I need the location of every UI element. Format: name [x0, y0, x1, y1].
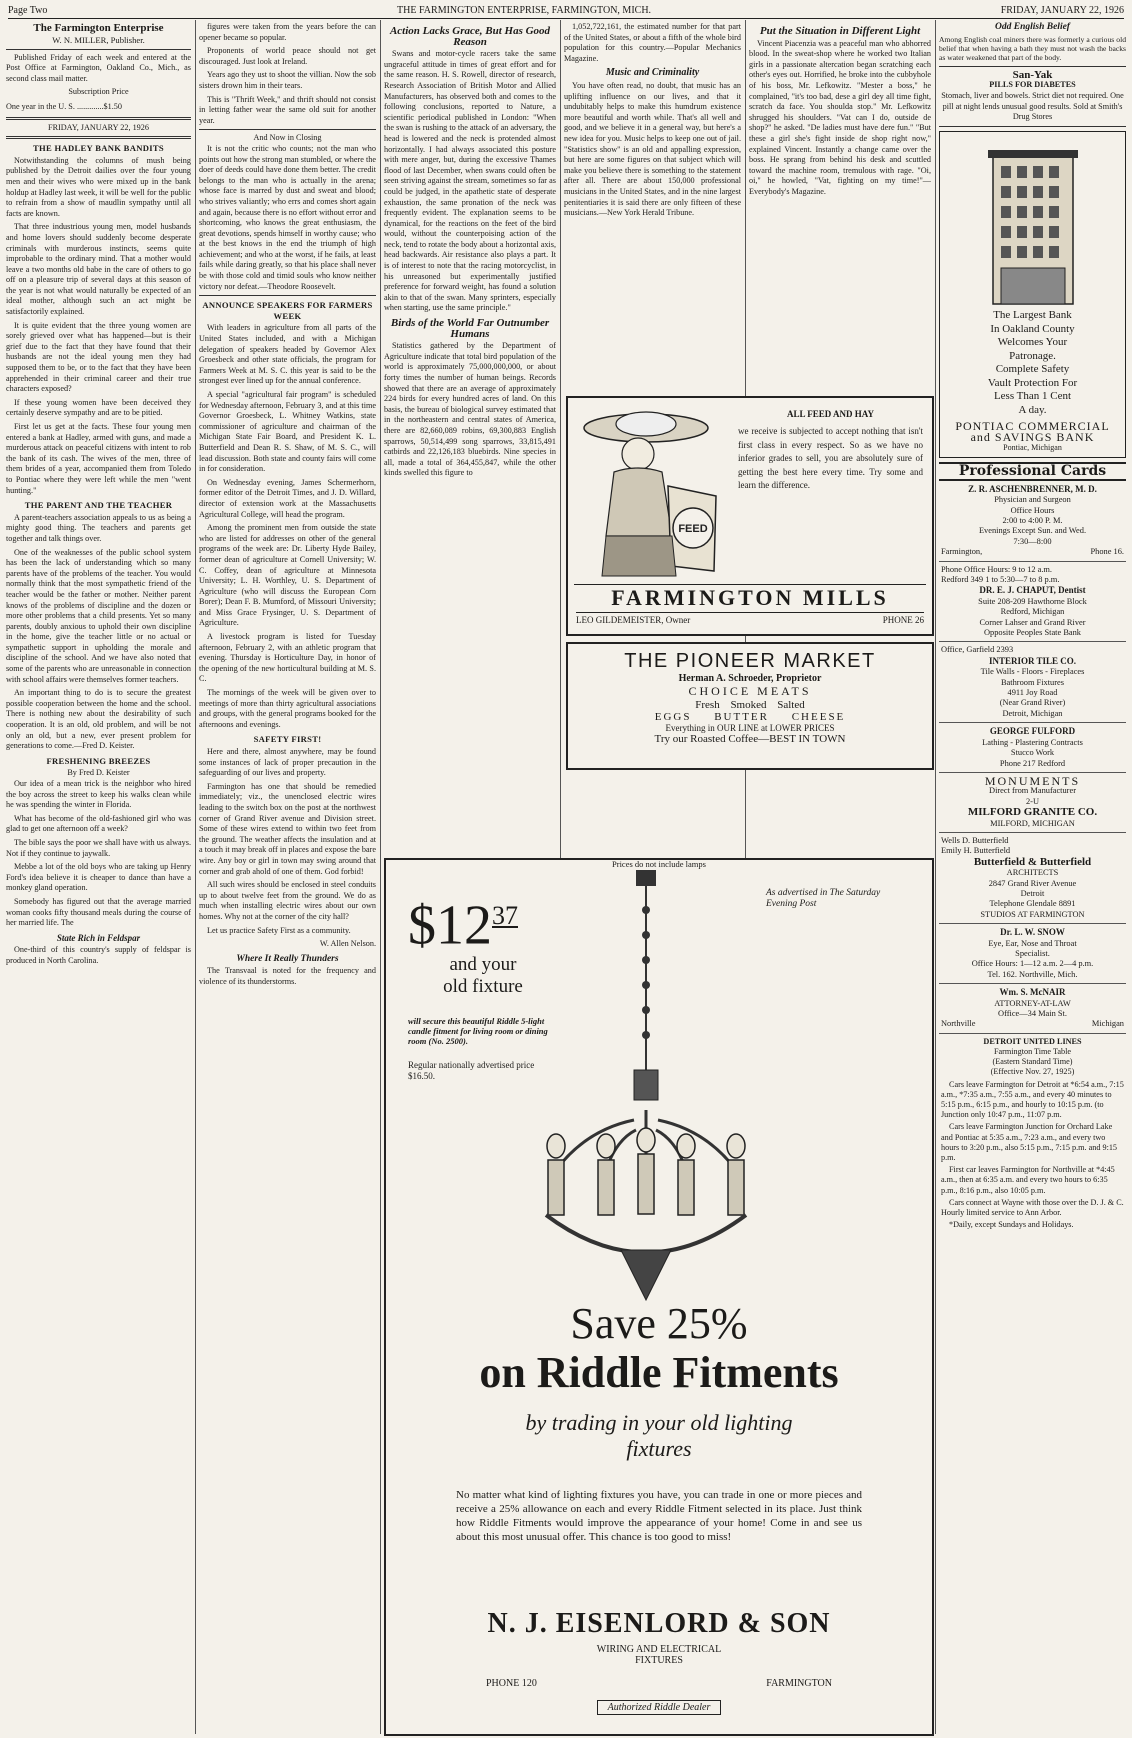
card-butterfield	[939, 833, 1126, 924]
paragraph: Let us practice Safety First as a community.	[207, 925, 351, 935]
column-4	[564, 22, 741, 390]
card-name: INTERIOR TILE CO.	[988, 655, 1077, 666]
paragraph: *Daily, except Sundays and Holidays.	[949, 1220, 1074, 1230]
riddle-town: FARMINGTON	[766, 1678, 832, 1689]
paragraph: Among the prominent men from outside the state who are listed for addresses on other of the general programs of the week are: Dr. Liberty Hyde Bailey, former dean of agriculture at Cornell University; W. C. Coffey, dean of agriculture at Minnesota University; L. H. Worthley, U. S. Department of Agriculture (who will discuss the European Corn Borer); Dean F. B. Mumford, of Missouri University; and Miss Grace Frysinger, U. S. Department of Agriculture.	[199, 523, 376, 628]
headline-speakers: ANNOUNCE SPEAKERS FOR FARMERS WEEK	[202, 300, 373, 321]
card-line: 2:00 to 4:00 P. M.	[1002, 515, 1063, 525]
headline-thunder: Where It Really Thunders	[236, 953, 339, 964]
headline-parent-teacher: THE PARENT AND THE TEACHER	[24, 500, 173, 511]
headline-breezes: FRESHENING BREEZES	[46, 755, 151, 766]
feed-text: we receive is subjected to accept nothing that isn't first class in every respect. So as we have no inferior grades to sell, you are absolutely sure of getting the best here every time. Try some and learn the difference.	[738, 426, 923, 491]
column-5	[749, 22, 931, 390]
card-footer-left: Northville	[941, 1019, 976, 1029]
belief-text: Among English coal miners there was formerly a curious old belief that when having a bath they must not wash the backs as water weakened that part of the body.	[939, 34, 1126, 63]
farmington-mills-ad	[566, 396, 934, 636]
card-footer-left: Farmington,	[941, 547, 983, 557]
paragraph: One of the weaknesses of the public school system has been the lack of understanding which so many parents have of the problems of the teacher. You would normally think that the most sympathetic friend of the teacher would be the father or mother. Neither parent knows of the problems of discipline and the dozen or more other problems that a child presents. Yet so many parents, doubly anxious to uphold their own discipline in the home, give the teacher little or no actual or sympathetic support in upholding the morale and discipline of the school. And we have also noted that some of the parents who are unreasonable in connection with school affairs were themselves former teachers.	[6, 547, 191, 684]
card-line: 4911 Joy Road	[1007, 688, 1058, 698]
masthead-info: Published Friday of each week and entered at the Post Office at Farmington, Oakland Co., Mich., as second class mail matter.	[6, 52, 191, 83]
pioneer-market-ad	[566, 642, 934, 770]
card-line: Direct from Manufacturer	[989, 786, 1076, 796]
headline-situation: Put the Situation in Different Light	[759, 25, 921, 37]
paragraph: Swans and motor-cycle racers take the same ungraceful attitude in times of great effort and for the same reason. H. S. Rowell, director of research, Research Association of British Motor and Allied Manufacturers, has observed both and comes to the following conclusions, reported to Nature, a scientific periodical published in London: "When the swan is rushing to the attack of an adversary, the head is lowered and the neck is protended almost horizontally. I had always associated this posture with mere anger, but, during the excessive Thames flood of last December, when swans could often be seen striving against the stream, sometimes so far as could be judged, in the apathetic state of desperate exhaustion, the same pronation of the neck was frequently evident. The explanation seems to be dynamical, for the reactions on the feet of the bird would, without the counterpoising action of the neck, tend to rotate the body about a horizontal axis, head backwards. Air resistance also plays a part. It is of interest to note that the racing motorcyclist, in his unreasoned but experimentally justified preference for forward weight, has found a solution akin to that of the swan. Many sprinters, especially when starting, use the same principle."	[384, 49, 556, 313]
sanyak-sub: PILLS FOR DIABETES	[989, 80, 1076, 90]
chandelier-illustration	[526, 870, 766, 1315]
paper-name: THE FARMINGTON ENTERPRISE, FARMINGTON, MICH.	[397, 4, 652, 16]
feed-name: FARMINGTON MILLS	[574, 584, 926, 611]
card-line: Complete Safety	[995, 363, 1070, 376]
paragraph: A livestock program is listed for Tuesday afternoon, February 2, with an athletic program that evening. Thursday is Horticulture Day, in honor of the opening of the new horticultural building at M. S. C.	[199, 632, 376, 684]
paragraph: Farmington has one that should be remedied immediately; viz., the unenclosed electric wires leading to the switch box on the post at the northwest corner of Grand River avenue and Division street. Some of these wires extend to within two feet from the ground. The weather affects the insulation and at a touch it may break off in places and expose the bare wire. Any boy or girl in town may swing around that corner and grab ahold of one of them. God forbid!	[199, 781, 376, 876]
paragraph: The bible says the poor we shall have with us always. Not if they continue to jaywalk.	[6, 837, 191, 858]
card-line: Office Hours	[1010, 505, 1055, 515]
card-interior-tile	[939, 642, 1126, 723]
paragraph: 1,052,722,161, the estimated number for that part of the United States, or about a fifth of the whole bird population for this country.—Popular Mechanics Magazine.	[564, 22, 741, 63]
card-line: (Eastern Standard Time)	[992, 1057, 1073, 1067]
paragraph: First let us get at the facts. These four young men entered a bank at Hadley, armed with guns, and made a murderous attack on peaceful citizens with intent to rob the bank of its cash. The wives of the men, three of them brides of a year, accompanied them from Toledo to Pontiac where they were left while the men "went hunting."	[6, 422, 191, 495]
column-2	[199, 22, 376, 1732]
card-line: Office—34 Main St.	[998, 1009, 1067, 1019]
card-line: STUDIOS AT FARMINGTON	[980, 909, 1085, 919]
card-line: Lathing - Plastering Contracts	[982, 737, 1083, 747]
paragraph: It is not the critic who counts; not the man who points out how the strong man stumbled, or where the doer of deeds could have done them better. The credit belongs to the man who is actually in the arena; whose face is marred by dust and sweat and blood; who strives valiantly; who errs and comes short again and again, because there is no effort without error and shortcoming, who knows the great enthusiasm, the great devotions, spends himself in worthy cause; who at the best knows in the end the triumph of high achievement; and who at the worst, if he fails, at least fails while daring greatly, so that his place shall never be with those cold and timid souls who know neither victory nor defeat.—Theodore Roosevelt.	[199, 143, 376, 291]
paragraph: Statistics gathered by the Department of Agriculture indicate that total bird population of the world is approximately 75,000,000,000, or about forty times the number of human beings. Records showed that there are an average of approximately 224 birds for every hundred acres of land. On this basis, the bureau of biological survey estimated that in the northeastern and central states of America, there are 82,660,089 robins, 69,300,883 English sparrows, 50,514,499 song sparrows, 33,815,491 catbirds and 22,126,183 bluebirds. Nine species in all, made a total of 364,455,847, while the other kinds swelled this figure to	[384, 341, 556, 478]
sanyak-title: San-Yak	[1012, 68, 1053, 81]
card-line: Phone 217 Redford	[999, 758, 1066, 768]
column-1	[6, 22, 191, 1732]
paragraph: Cars connect at Wayne with those over the D. J. & C. Hourly limited service to Ann Arbor.	[941, 1197, 1124, 1218]
card-line: 2-U	[1025, 796, 1040, 806]
card-line: ATTORNEY-AT-LAW	[994, 998, 1071, 1008]
headline-safety: SAFETY FIRST!	[253, 734, 322, 745]
card-line: ARCHITECTS	[1006, 868, 1059, 878]
card-footer-right: Phone 16.	[1090, 547, 1124, 557]
card-line: Specialist.	[1015, 949, 1050, 958]
paragraph: It is quite evident that the three young women are sorely grieved over what has happened—but is their grief due to the fact that they have found that their husbands are not the ideal young men they had supposed them to be, or to the fact that they have been apprehended in their criminal career and their true characters exposed?	[6, 320, 191, 394]
pioneer-coffee: Try our Roasted Coffee—BEST IN TOWN	[654, 733, 846, 745]
card-line: Suite 208-209 Hawthorne Block	[978, 596, 1087, 606]
paragraph: figures were taken from the years before the can opener became so popular.	[199, 22, 376, 42]
card-chaput	[939, 562, 1126, 643]
card-line: Tile Walls - Floors - Fireplaces	[980, 667, 1085, 677]
card-line: Tel. 162. Northville, Mich.	[987, 969, 1078, 979]
card-line: Detroit, Michigan	[1002, 708, 1063, 718]
riddle-price-cents: 37	[492, 901, 518, 930]
card-line: Patronage.	[1009, 349, 1056, 362]
paragraph: This is "Thrift Week," and thrift should not consist in letting father wear the same old suit for another year.	[199, 94, 376, 125]
cards-title: Professional Cards	[939, 462, 1126, 481]
paragraph: Years ago they ust to shoot the villian. Now the sob sisters drown him in their tears.	[199, 70, 376, 90]
column-6	[939, 22, 1126, 1732]
riddle-phone: PHONE 120	[486, 1678, 537, 1689]
card-line: Vault Protection For	[987, 376, 1078, 389]
paragraph: Cars leave Farmington for Detroit at *6:54 a.m., 7:15 a.m., *7:35 a.m., 7:55 a.m., and every 40 minutes to 5:15 p.m., 6:15 p.m., and hourly to 10:15 p.m. (to Junction only 10:47 p.m., 11:07 p.m.	[941, 1079, 1124, 1120]
riddle-secure: will secure this beautiful Riddle 5-light candle fitment for living room or dining room (No. 2500).	[408, 1015, 548, 1046]
card-line: Emily H. Butterfield	[941, 846, 1011, 856]
dateline: FRIDAY, JANUARY 22, 1926	[48, 122, 149, 132]
riddle-old-fixture: old fixture	[443, 975, 523, 997]
paragraph: On Wednesday evening, James Schermerhorn, former editor of the Detroit Times, and J. D. Willard, director of extension work at the Massachusetts Agricultural College, will head the program.	[199, 477, 376, 519]
card-line: Redford 349 1 to 5:30—7 to 8 p.m.	[941, 575, 1060, 584]
card-line: The Largest Bank	[993, 309, 1072, 322]
riddle-company: N. J. EISENLORD & SON	[487, 1608, 831, 1639]
issue-date: FRIDAY, JANUARY 22, 1926	[1000, 4, 1124, 16]
card-detroit-united	[939, 1034, 1126, 1236]
riddle-fitments-ad	[384, 858, 934, 1736]
headline-feldspar: State Rich in Feldspar	[56, 932, 141, 943]
card-line: Wells D. Butterfield	[941, 835, 1009, 845]
feed-sack-label: FEED	[678, 523, 708, 535]
paragraph: A special "agricultural fair program" is scheduled for Wednesday afternoon, February 3, and at this time Governor Groesbeck, L. Whitney Watkins, state commissioner of agriculture and chairman of the Michigan State Fair Board, and President K. L. Butterfield and Dean R. S. Shaw, of M. S. C., will lead discussion. Both state and county fairs will come in for consideration.	[199, 390, 376, 474]
card-line: Redford, Michigan	[1000, 607, 1065, 617]
card-line: (Effective Nov. 27, 1925)	[990, 1067, 1075, 1077]
card-name: DR. E. J. CHAPUT, Dentist	[979, 585, 1086, 596]
card-line: Detroit	[1020, 888, 1045, 898]
pioneer-everything: Everything in OUR LINE at LOWER PRICES	[665, 723, 835, 733]
card-line: Opposite Peoples State Bank	[984, 628, 1081, 638]
paragraph: The mornings of the week will be given over to meetings of more than thirty agricultural associations and groups, with the general programs booked for the afternoons and evenings.	[199, 688, 376, 729]
byline: By Fred D. Keister	[67, 768, 130, 778]
bank-ad	[939, 131, 1126, 458]
paragraph: You have often read, no doubt, that music has an uplifting influence on our lives, and that it undubitably helps to make this humdrum existence more beautiful and worth while. That's all well and good, and we believe it in a general way, but here's a new idea for you. Music helps to keep one out of jail. "Statistics show" is an old and appalling expression, but here are some figures on that subject which will make you believe there is something to the statement after all. There are about 150,000 professional musicians in the United States, and in the nine largest penitentiaries it is said there are only fifteen of these musicians.—New York Herald Tribune.	[564, 80, 741, 218]
card-fulford	[939, 723, 1126, 773]
card-name: Wm. S. McNAIR	[999, 987, 1066, 998]
card-line: Bathroom Fixtures	[1000, 677, 1065, 687]
card-line: Office, Garfield 2393	[941, 645, 1014, 655]
card-line: (Near Grand River)	[999, 698, 1066, 708]
riddle-wiring: WIRING AND ELECTRICAL FIXTURES	[596, 1644, 722, 1666]
bank-lines	[944, 309, 1121, 417]
signature: W. Allen Nelson.	[319, 939, 376, 949]
headline-music: Music and Criminality	[605, 67, 700, 79]
card-line: Eye, Ear, Nose and Throat	[988, 938, 1077, 948]
page-number: Page Two	[8, 4, 48, 16]
card-name: Dr. L. W. SNOW	[1000, 927, 1065, 938]
pioneer-fresh: Fresh Smoked Salted	[695, 699, 805, 711]
headline-action: Action Lacks Grace, But Has Good Reason	[389, 25, 551, 48]
riddle-dealer: Authorized Riddle Dealer	[597, 1700, 722, 1715]
headline-closing: And Now in Closing	[253, 133, 322, 143]
paragraph: Vincent Piacenzia was a peaceful man who abhorred blood. In the sweat-shop where he worked two Italian girls in a passionate altercation began scratching each other's eyes out. Horrified, he broke into the cubbyhole of his boss, Mr. Lefkowitz. "Mester a boss," he complained, "it's too bad, dese a girl dey all time fight, scratch da face. You shoulda stop." Mr. Lefkowitz shrugged his shoulders. "Vat can I do, outside de shop?" he asked. "De ladies must have dere fun." "But these a girl she's fight inside de shop right now," explained Vincent. Instantly a change came over the boss. He sprang from behind his desk and scuttled toward the machine room, tremulous with rage. "Oi, oi," he howled, "Vat, fighting on my time!"—Everybody's Magazine.	[749, 38, 931, 196]
card-line: Telephone Glendale 8891	[989, 899, 1076, 909]
pioneer-choice: CHOICE MEATS	[688, 684, 812, 698]
paragraph: Here and there, almost anywhere, may be found some instances of lack of proper precaution in the safeguarding of our lives and property.	[199, 747, 376, 778]
card-name: Z. R. ASCHENBRENNER, M. D.	[968, 483, 1097, 494]
riddle-and-your: and your	[449, 953, 517, 975]
card-line: In Oakland County	[990, 322, 1075, 335]
page-header	[8, 2, 1124, 19]
card-snow	[939, 924, 1126, 984]
riddle-advertised: As advertised in The Saturday Evening Post	[766, 888, 881, 909]
paragraph: Cars leave Farmington Junction for Orchard Lake and Pontiac at 5:35 a.m., 7:23 a.m., and every two hours to 3:20 p.m., also 5:15 p.m., 7:15 p.m. and 9:15 p.m.	[941, 1122, 1118, 1163]
pioneer-title: THE PIONEER MARKET	[624, 650, 876, 672]
sanyak-text: Stomach, liver and bowels. Strict diet not required. One pill at night lends unusual good results. Sold at Smith's Drug Stores	[941, 91, 1124, 122]
paragraph: With leaders in agriculture from all parts of the United States included, and with a Michigan delegation of speakers headed by Governor Alex Groesbeck and other state officials, the program for Farmers Week at M. S. C. this year is said to be the strongest ever lined up for the annual conference.	[199, 323, 376, 386]
card-line: Office Hours: 1—12 a.m. 2—4 p.m.	[971, 959, 1094, 969]
pioneer-eggs: EGGS BUTTER CHEESE	[654, 711, 846, 723]
riddle-body: No matter what kind of lighting fixtures you have, you can trade in one or more pieces and receive a 25% allowance on each and every Riddle Fitment selected in its place. Just think how Riddle Fitments would improve the appearance of your home! Come in and see us about this most unusual offer. This chance is too good to miss!	[456, 1489, 862, 1543]
paragraph: All such wires should be enclosed in steel conduits up to about twelve feet from the ground. We do as much when installing electric wires about our own homes. Why not at the corner of the city hall?	[199, 880, 376, 921]
card-line: Farmington Time Table	[993, 1047, 1072, 1057]
card-line: Welcomes Your	[997, 336, 1068, 349]
paragraph: An important thing to do is to secure the greatest possible cooperation between the home and the school. There is nothing new about the desirability of such cooperation. It is an old, old problem, and will be not only an old, but a new, ever present problem for generations to come.—Fred D. Keister.	[6, 688, 191, 751]
pioneer-proprietor: Herman A. Schroeder, Proprietor	[678, 673, 822, 684]
card-name: GEORGE FULFORD	[989, 726, 1076, 737]
card-line: A day.	[1018, 403, 1047, 416]
riddle-save: Save 25%	[570, 1299, 748, 1348]
feed-owner: LEO GILDEMEISTER, Owner	[576, 615, 691, 625]
paragraph: Mebbe a lot of the old boys who are taking up Henry Ford's idea believe it is cheaper to dance than have a monkey gland operation.	[6, 862, 191, 893]
card-mcnair	[939, 984, 1126, 1034]
bank-name: PONTIAC COMMERCIAL and SAVINGS BANK	[955, 419, 1110, 444]
card-footer-right: Michigan	[1091, 1019, 1124, 1029]
paragraph: The Transvaal is noted for the frequency and violence of its thunderstorms.	[199, 966, 376, 986]
riddle-note: Prices do not include lamps	[612, 859, 706, 869]
dul-title: DETROIT UNITED LINES	[983, 1036, 1082, 1046]
riddle-trading: by trading in your old lighting fixtures	[525, 1410, 793, 1461]
headline-birds: Birds of the World Far Outnumber Humans	[390, 317, 550, 340]
card-line: 2847 Grand River Avenue	[988, 878, 1077, 888]
card-line: Physician and Surgeon	[994, 495, 1071, 505]
feed-title: ALL FEED AND HAY	[787, 409, 874, 419]
paragraph: Notwithstanding the columns of mush being published by the Detroit dailies over the four young men and their wives who were mixed up in the bank holdup at Hadley last week, it will be well for the public to refrain from a show of maudlin sympathy until all facts are known.	[6, 155, 191, 218]
paragraph: Proponents of world peace should not get discouraged. Just look at Ireland.	[199, 46, 376, 66]
card-line: MILFORD, MICHIGAN	[990, 818, 1075, 828]
masthead-publisher: W. N. MILLER, Publisher.	[52, 35, 145, 45]
feed-phone: PHONE 26	[882, 615, 924, 625]
masthead-title: The Farmington Enterprise	[33, 22, 164, 34]
bank-city: Pontiac, Michigan	[1003, 442, 1062, 452]
paragraph: A parent-teachers association appeals to us as being a mighty good thing. The teachers and parents get together and talk things over.	[6, 512, 191, 543]
card-line: 7:30—8:00	[1013, 536, 1052, 546]
paragraph: One-third of this country's supply of feldspar is produced in North Carolina.	[6, 945, 191, 965]
card-line: Stucco Work	[1010, 748, 1055, 758]
headline-belief: Odd English Belief	[995, 22, 1070, 32]
paragraph: Our idea of a mean trick is the neighbor who hired the boy across the street to keep his walks clean while he was spending the winter in Florida.	[6, 779, 191, 810]
feed-illustration	[576, 406, 726, 581]
paragraph: If these young women have been deceived they certainly deserve sympathy and are to be pitied.	[6, 397, 191, 418]
card-aschenbrenner	[939, 481, 1126, 562]
headline-hadley: THE HADLEY BANK BANDITS	[33, 143, 164, 154]
bank-building-illustration	[973, 136, 1093, 306]
card-line: Less Than 1 Cent	[993, 390, 1072, 403]
card-monuments	[939, 773, 1126, 833]
subscription-label: Subscription Price	[68, 87, 129, 97]
paragraph: Somebody has figured out that the average married woman cooks fifty thousand meals during the course of her married life. The	[6, 896, 191, 928]
riddle-price: $12	[408, 894, 492, 957]
subscription-line: One year in the U. S. .............$1.50	[6, 101, 122, 111]
card-line: Corner Lahser and Grand River	[979, 617, 1086, 627]
card-name: MILFORD GRANITE CO.	[967, 806, 1098, 819]
card-name: Butterfield & Butterfield	[973, 855, 1092, 868]
paragraph: What has become of the old-fashioned girl who was glad to get one afternoon off a week?	[6, 813, 191, 834]
card-line: Evenings Except Sun. and Wed.	[978, 526, 1087, 536]
riddle-on-fitments: on Riddle Fitments	[479, 1348, 839, 1397]
riddle-regular: Regular nationally advertised price $16.50.	[408, 1059, 535, 1081]
paragraph: First car leaves Farmington for Northville at *4:45 a.m., then at 6:35 a.m. and every two hours to 6:35 p.m., 8:16 p.m., also 10:05 p.m.	[941, 1165, 1115, 1195]
column-3	[384, 22, 556, 478]
paragraph: That three industrious young men, model husbands and home lovers should suddenly become desperate criminals with murderous instincts, seems quite improbable to the ordinary mind. That a mother would leave a two months old babe in the care of others to go off on a pleasure trip of several days at this season of the year is not what would naturally be expected of an ideal mother, although such an act might be satisfactorily explained.	[6, 222, 191, 317]
card-title: MONUMENTS	[984, 773, 1081, 788]
card-line: Phone Office Hours: 9 to 12 a.m.	[941, 564, 1053, 574]
